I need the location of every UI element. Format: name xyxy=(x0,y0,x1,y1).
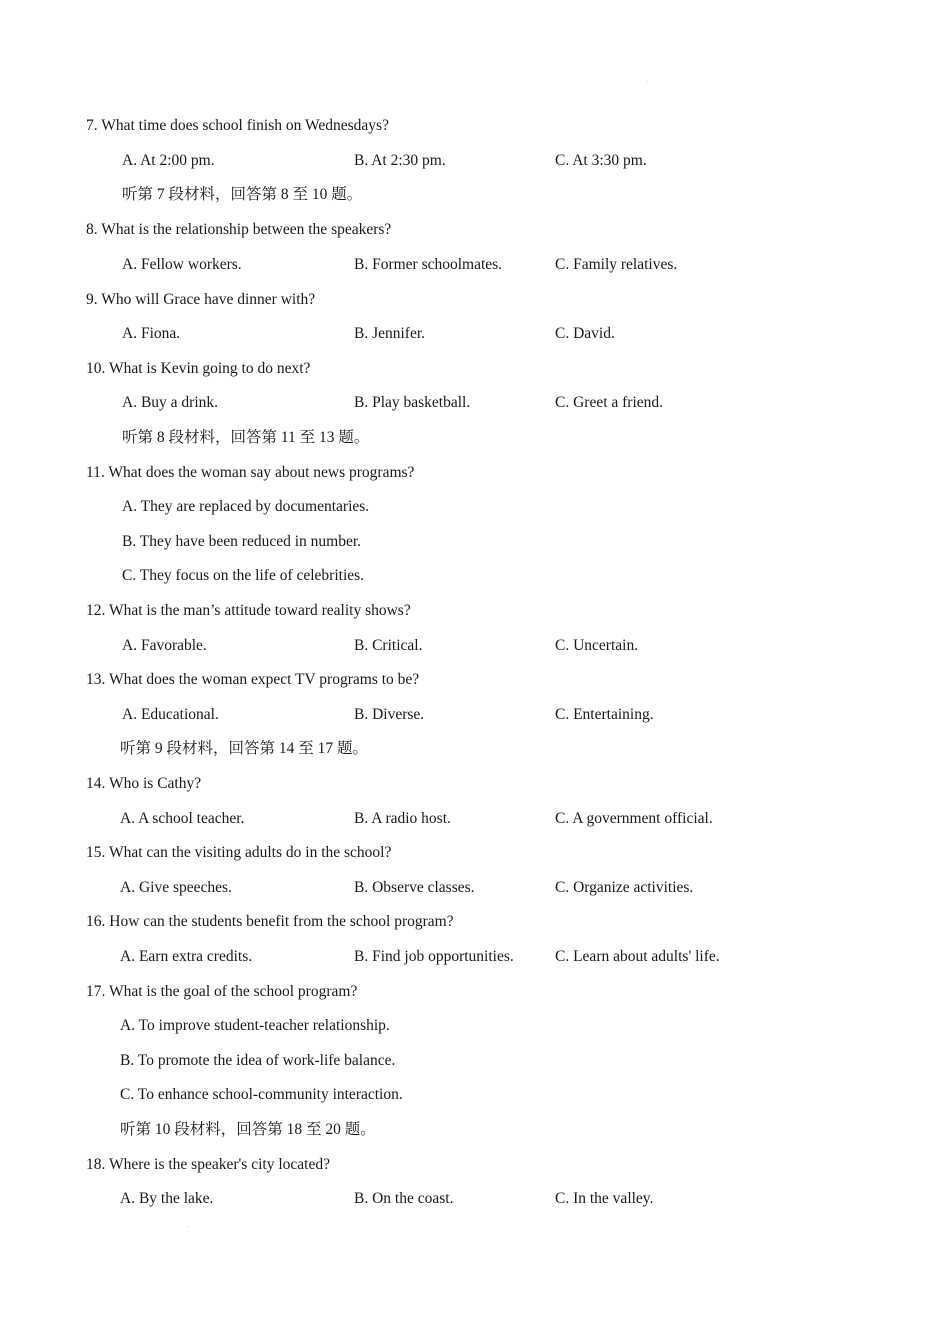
question-9-option-b: B. Jennifer. xyxy=(354,325,426,342)
question-11-option-b: B. They have been reduced in number. xyxy=(122,533,362,550)
section-instruction-10: 听第 10 段材料，回答第 18 至 20 题。 xyxy=(120,1121,376,1138)
question-12-option-b: B. Critical. xyxy=(354,637,423,654)
question-7-option-c: C. At 3:30 pm. xyxy=(555,152,647,169)
question-13-option-a: A. Educational. xyxy=(122,706,219,723)
scan-dot xyxy=(187,1226,188,1227)
question-18: 18. Where is the speaker's city located? xyxy=(86,1156,330,1173)
question-18-option-a: A. By the lake. xyxy=(120,1190,214,1207)
scan-dot xyxy=(647,81,648,82)
question-10: 10. What is Kevin going to do next? xyxy=(86,360,311,377)
question-9-option-a: A. Fiona. xyxy=(122,325,181,342)
question-18-option-c: C. In the valley. xyxy=(555,1190,654,1207)
section-instruction-8: 听第 8 段材料，回答第 11 至 13 题。 xyxy=(122,429,370,446)
question-15: 15. What can the visiting adults do in the school? xyxy=(86,844,392,861)
question-12-option-a: A. Favorable. xyxy=(122,637,207,654)
question-17-option-a: A. To improve student-teacher relationship. xyxy=(120,1017,390,1034)
question-8-option-c: C. Family relatives. xyxy=(555,256,678,273)
question-13-option-b: B. Diverse. xyxy=(354,706,425,723)
question-16: 16. How can the students benefit from the school program? xyxy=(86,913,454,930)
question-8: 8. What is the relationship between the speakers? xyxy=(86,221,392,238)
question-15-option-b: B. Observe classes. xyxy=(354,879,475,896)
question-8-option-b: B. Former schoolmates. xyxy=(354,256,503,273)
question-15-option-c: C. Organize activities. xyxy=(555,879,694,896)
question-11-option-a: A. They are replaced by documentaries. xyxy=(122,498,370,515)
question-16-option-a: A. Earn extra credits. xyxy=(120,948,253,965)
question-18-option-b: B. On the coast. xyxy=(354,1190,454,1207)
question-14-option-a: A. A school teacher. xyxy=(120,810,245,827)
question-17-option-b: B. To promote the idea of work-life balance. xyxy=(120,1052,396,1069)
question-7-option-a: A. At 2:00 pm. xyxy=(122,152,215,169)
question-14-option-c: C. A government official. xyxy=(555,810,713,827)
question-7-option-b: B. At 2:30 pm. xyxy=(354,152,446,169)
question-16-option-b: B. Find job opportunities. xyxy=(354,948,514,965)
question-17-option-c: C. To enhance school-community interaction. xyxy=(120,1086,403,1103)
question-14-option-b: B. A radio host. xyxy=(354,810,451,827)
question-9-option-c: C. David. xyxy=(555,325,615,342)
question-12-option-c: C. Uncertain. xyxy=(555,637,639,654)
section-instruction-7: 听第 7 段材料，回答第 8 至 10 题。 xyxy=(122,186,363,203)
question-14: 14. Who is Cathy? xyxy=(86,775,202,792)
question-8-option-a: A. Fellow workers. xyxy=(122,256,242,273)
question-13-option-c: C. Entertaining. xyxy=(555,706,654,723)
question-11-option-c: C. They focus on the life of celebrities. xyxy=(122,567,365,584)
section-instruction-9: 听第 9 段材料，回答第 14 至 17 题。 xyxy=(120,740,369,757)
question-13: 13. What does the woman expect TV programs to be? xyxy=(86,671,420,688)
question-10-option-b: B. Play basketball. xyxy=(354,394,471,411)
question-11: 11. What does the woman say about news programs? xyxy=(86,464,415,481)
question-9: 9. Who will Grace have dinner with? xyxy=(86,291,316,308)
question-15-option-a: A. Give speeches. xyxy=(120,879,232,896)
question-10-option-a: A. Buy a drink. xyxy=(122,394,219,411)
question-17: 17. What is the goal of the school program? xyxy=(86,983,358,1000)
question-10-option-c: C. Greet a friend. xyxy=(555,394,664,411)
question-12: 12. What is the man’s attitude toward reality shows? xyxy=(86,602,411,619)
question-16-option-c: C. Learn about adults' life. xyxy=(555,948,720,965)
question-7: 7. What time does school finish on Wednesdays? xyxy=(86,117,389,134)
